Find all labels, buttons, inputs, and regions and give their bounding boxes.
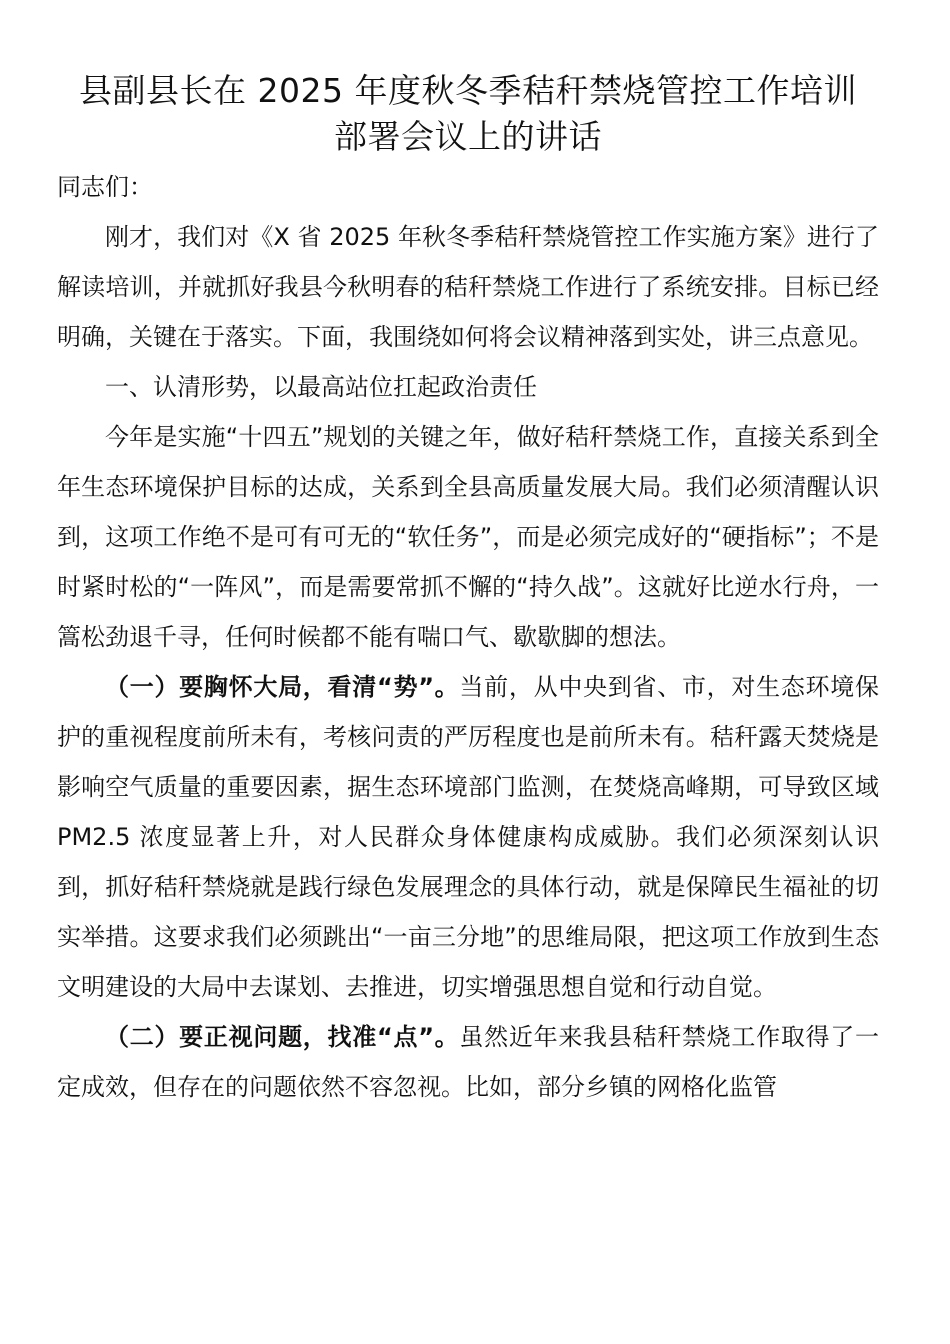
section-1-paragraph: 今年是实施“十四五”规划的关键之年，做好秸秆禁烧工作，直接关系到全年生态环境保护目标的达成，关系到全县高质量发展大局。我们必须清醒认识到，这项工作绝不是可有可无的“软任务”，而是必须完成好的“硬指标”；不是时紧时松的“一阵风”，而是需要常抓不懈的“持久战”。这就好比逆水行舟，一篙松劲退千寻，任何时候都不能有喘口气、歇歇脚的想法。 <box>57 423 879 651</box>
document-title <box>57 68 879 160</box>
intro-paragraph: 刚才，我们对《X 省 2025 年秋冬季秸秆禁烧管控工作实施方案》进行了解读培训，并就抓好我县今秋明春的秸秆禁烧工作进行了系统安排。目标已经明确，关键在于落实。下面，我围绕如何将会议精神落到实处，讲三点意见。 <box>57 223 879 351</box>
section-1-heading: 一、认清形势，以最高站位扛起政治责任 <box>105 373 537 401</box>
subsection-2-paragraph <box>57 1012 879 1112</box>
title-line-1: 县副县长在 2025 年度秋冬季秸秆禁烧管控工作培训 <box>79 71 857 110</box>
subsection-1-text: 当前，从中央到省、市，对生态环境保护的重视程度前所未有，考核问责的严厉程度也是前所未有。秸秆露天焚烧是影响空气质量的重要因素，据生态环境部门监测，在焚烧高峰期，可导致区域 PM2.5 浓度显著上升，对人民群众身体健康构成威胁。我们必须深刻认识到，抓好秸秆禁烧就是践行绿色发展理念的具体行动，就是保障民生福祉的切实举措。这要求我们必须跳出“一亩三分地”的思维局限，把这项工作放到生态文明建设的大局中去谋划、去推进，切实增强思想自觉和行动自觉。 <box>57 673 880 1001</box>
title-line-2: 部署会议上的讲话 <box>334 117 602 156</box>
document-page <box>57 68 879 1112</box>
subsection-2-text: 虽然近年来我县秸秆禁烧工作取得了一定成效，但存在的问题依然不容忽视。比如，部分乡镇的网格化监管 <box>57 1023 880 1101</box>
subsection-1-paragraph <box>57 662 879 1012</box>
salutation: 同志们： <box>57 173 153 201</box>
subsection-2-heading: （二）要正视问题，找准“点”。 <box>105 1023 460 1051</box>
subsection-1-heading: （一）要胸怀大局，看清“势”。 <box>105 673 460 701</box>
